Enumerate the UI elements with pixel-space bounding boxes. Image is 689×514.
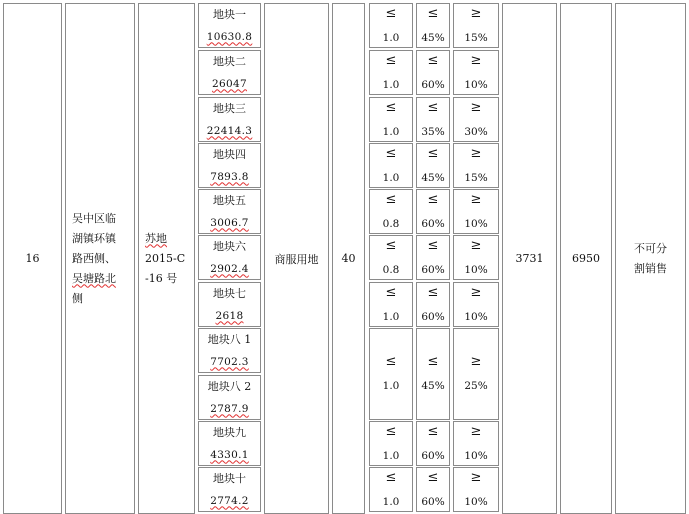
location-line-2: 湖镇环镇 <box>72 231 116 245</box>
indicator-symbol: ≤ <box>385 52 397 68</box>
indicator-value: 1.0 <box>382 495 400 508</box>
indicator-symbol: ≤ <box>427 99 439 115</box>
indicator-value: 15% <box>464 31 488 44</box>
indicator-value: 60% <box>421 78 445 91</box>
parcel-cell <box>198 235 261 280</box>
indicator-cell-far <box>369 467 413 512</box>
remark-line-1: 不可分 <box>634 241 667 255</box>
location-line-1: 吴中区临 <box>72 211 116 225</box>
row-number-cell <box>3 3 62 514</box>
parcel-name: 地块八 2 <box>207 379 252 393</box>
indicator-value: 1.0 <box>382 380 400 392</box>
indicator-cell-far <box>369 3 413 48</box>
indicator-cell-green <box>453 467 499 512</box>
parcel-cell <box>198 421 261 466</box>
indicator-value: 10% <box>464 310 488 323</box>
parcel-name: 地块一 <box>213 7 246 21</box>
value-b: 6950 <box>572 252 600 265</box>
indicator-symbol: ≥ <box>470 237 482 253</box>
indicator-symbol: ≤ <box>385 5 397 21</box>
indicator-cell-den <box>416 421 450 466</box>
indicator-symbol: ≥ <box>470 191 482 207</box>
indicator-symbol: ≤ <box>427 191 439 207</box>
parcel-area: 2774.2 <box>210 494 249 507</box>
indicator-cell-green <box>453 189 499 234</box>
indicator-cell-far <box>369 282 413 327</box>
parcel-name: 地块六 <box>213 239 246 253</box>
indicator-symbol: ≤ <box>385 284 397 300</box>
parcel-cell <box>198 375 261 420</box>
parcel-name: 地块九 <box>213 425 246 439</box>
indicator-cell-den <box>416 328 450 420</box>
parcel-area: 4330.1 <box>210 448 249 461</box>
indicator-symbol: ≤ <box>427 423 439 439</box>
parcel-name: 地块八 1 <box>207 332 252 346</box>
indicator-symbol: ≥ <box>470 469 482 485</box>
indicator-symbol: ≥ <box>470 423 482 439</box>
indicator-cell-far <box>369 50 413 95</box>
indicator-cell-den <box>416 189 450 234</box>
indicator-value: 1.0 <box>382 171 400 184</box>
indicator-cell-den <box>416 3 450 48</box>
land-use: 商服用地 <box>274 252 319 266</box>
indicator-value: 60% <box>421 449 445 462</box>
indicator-cell-green <box>453 282 499 327</box>
indicator-value: 15% <box>464 171 488 184</box>
parcel-cell <box>198 143 261 188</box>
remark-line-2: 割销售 <box>634 261 667 275</box>
parcel-name: 地块十 <box>213 471 246 485</box>
location-line-4: 吴塘路北 <box>72 271 116 285</box>
indicator-symbol: ≤ <box>427 145 439 161</box>
indicator-value: 45% <box>421 171 445 184</box>
indicator-symbol: ≥ <box>470 5 482 21</box>
value-a: 3731 <box>515 252 544 265</box>
indicator-cell-green <box>453 235 499 280</box>
indicator-symbol: ≥ <box>470 99 482 115</box>
indicator-value: 10% <box>464 449 488 462</box>
parcel-area: 26047 <box>212 77 247 90</box>
indicator-symbol: ≤ <box>385 423 397 439</box>
indicator-symbol: ≤ <box>427 52 439 68</box>
indicator-cell-green <box>453 3 499 48</box>
parcel-area: 2902.4 <box>210 262 249 275</box>
parcel-name: 地块二 <box>213 54 246 68</box>
years-cell <box>332 3 365 514</box>
parcel-cell <box>198 97 261 142</box>
parcel-cell <box>198 328 261 373</box>
indicator-symbol: ≤ <box>427 354 439 369</box>
indicator-value: 30% <box>464 125 488 138</box>
land-use-cell <box>264 3 329 514</box>
parcel-cell <box>198 3 261 48</box>
indicator-cell-far <box>369 189 413 234</box>
indicator-symbol: ≥ <box>470 354 482 369</box>
indicator-cell-den <box>416 467 450 512</box>
value-b-cell <box>560 3 612 514</box>
parcel-cell <box>198 282 261 327</box>
parcel-area: 7893.8 <box>210 170 249 183</box>
indicator-cell-green <box>453 328 499 420</box>
indicator-symbol: ≤ <box>385 354 397 369</box>
indicator-symbol: ≤ <box>427 284 439 300</box>
indicator-value: 1.0 <box>382 78 400 91</box>
row-number: 16 <box>25 252 40 265</box>
parcel-cell <box>198 50 261 95</box>
parcel-name: 地块四 <box>213 147 246 161</box>
remark-cell <box>615 3 686 514</box>
indicator-cell-far <box>369 421 413 466</box>
indicator-value: 1.0 <box>382 449 400 462</box>
location-line-3: 路西侧、 <box>72 251 116 265</box>
indicator-value: 0.8 <box>382 263 400 276</box>
indicator-value: 10% <box>464 263 488 276</box>
indicator-symbol: ≤ <box>385 191 397 207</box>
indicator-value: 25% <box>464 380 488 392</box>
value-a-cell <box>502 3 557 514</box>
parcel-area: 22414.3 <box>206 124 253 137</box>
indicator-symbol: ≥ <box>470 145 482 161</box>
parcel-name: 地块三 <box>213 101 246 115</box>
indicator-cell-far <box>369 328 413 420</box>
indicator-symbol: ≤ <box>385 469 397 485</box>
parcel-name: 地块五 <box>213 193 246 207</box>
indicator-cell-den <box>416 143 450 188</box>
indicator-symbol: ≥ <box>470 284 482 300</box>
indicator-cell-green <box>453 143 499 188</box>
indicator-cell-far <box>369 143 413 188</box>
indicator-value: 0.8 <box>382 217 400 230</box>
indicator-value: 60% <box>421 217 445 230</box>
indicator-value: 10% <box>464 217 488 230</box>
indicator-value: 35% <box>421 125 445 138</box>
indicator-value: 60% <box>421 310 445 323</box>
parcel-area: 7702.3 <box>210 355 249 368</box>
indicator-symbol: ≤ <box>385 145 397 161</box>
parcel-name: 地块七 <box>213 286 246 300</box>
location-line-5: 侧 <box>72 291 83 305</box>
indicator-value: 10% <box>464 78 488 91</box>
years: 40 <box>341 252 356 265</box>
indicator-value: 1.0 <box>382 31 400 44</box>
indicator-symbol: ≥ <box>470 52 482 68</box>
indicator-cell-den <box>416 50 450 95</box>
plot-prefix: 苏地 <box>145 231 167 245</box>
indicator-value: 60% <box>421 263 445 276</box>
indicator-cell-green <box>453 97 499 142</box>
indicator-cell-green <box>453 50 499 95</box>
plot-code-cell <box>138 3 195 514</box>
indicator-symbol: ≤ <box>385 99 397 115</box>
parcel-cell <box>198 467 261 512</box>
indicator-value: 1.0 <box>382 125 400 138</box>
parcel-cell <box>198 189 261 234</box>
plot-code-line-2: -16 号 <box>145 271 178 285</box>
parcel-area: 2618 <box>215 309 244 322</box>
indicator-cell-far <box>369 97 413 142</box>
plot-code-line-1: 2015-C <box>145 251 186 265</box>
indicator-value: 60% <box>421 495 445 508</box>
parcel-area: 3006.7 <box>210 216 249 229</box>
indicator-cell-far <box>369 235 413 280</box>
indicator-symbol: ≤ <box>427 237 439 253</box>
indicator-symbol: ≤ <box>385 237 397 253</box>
indicator-value: 45% <box>421 380 445 392</box>
location-cell <box>65 3 135 514</box>
indicator-cell-green <box>453 421 499 466</box>
indicator-value: 10% <box>464 495 488 508</box>
indicator-value: 1.0 <box>382 310 400 323</box>
indicator-cell-den <box>416 97 450 142</box>
indicator-symbol: ≤ <box>427 5 439 21</box>
indicator-cell-den <box>416 282 450 327</box>
indicator-symbol: ≤ <box>427 469 439 485</box>
indicator-cell-den <box>416 235 450 280</box>
indicator-value: 45% <box>421 31 445 44</box>
parcel-area: 10630.8 <box>206 30 253 43</box>
parcel-area: 2787.9 <box>210 402 249 415</box>
